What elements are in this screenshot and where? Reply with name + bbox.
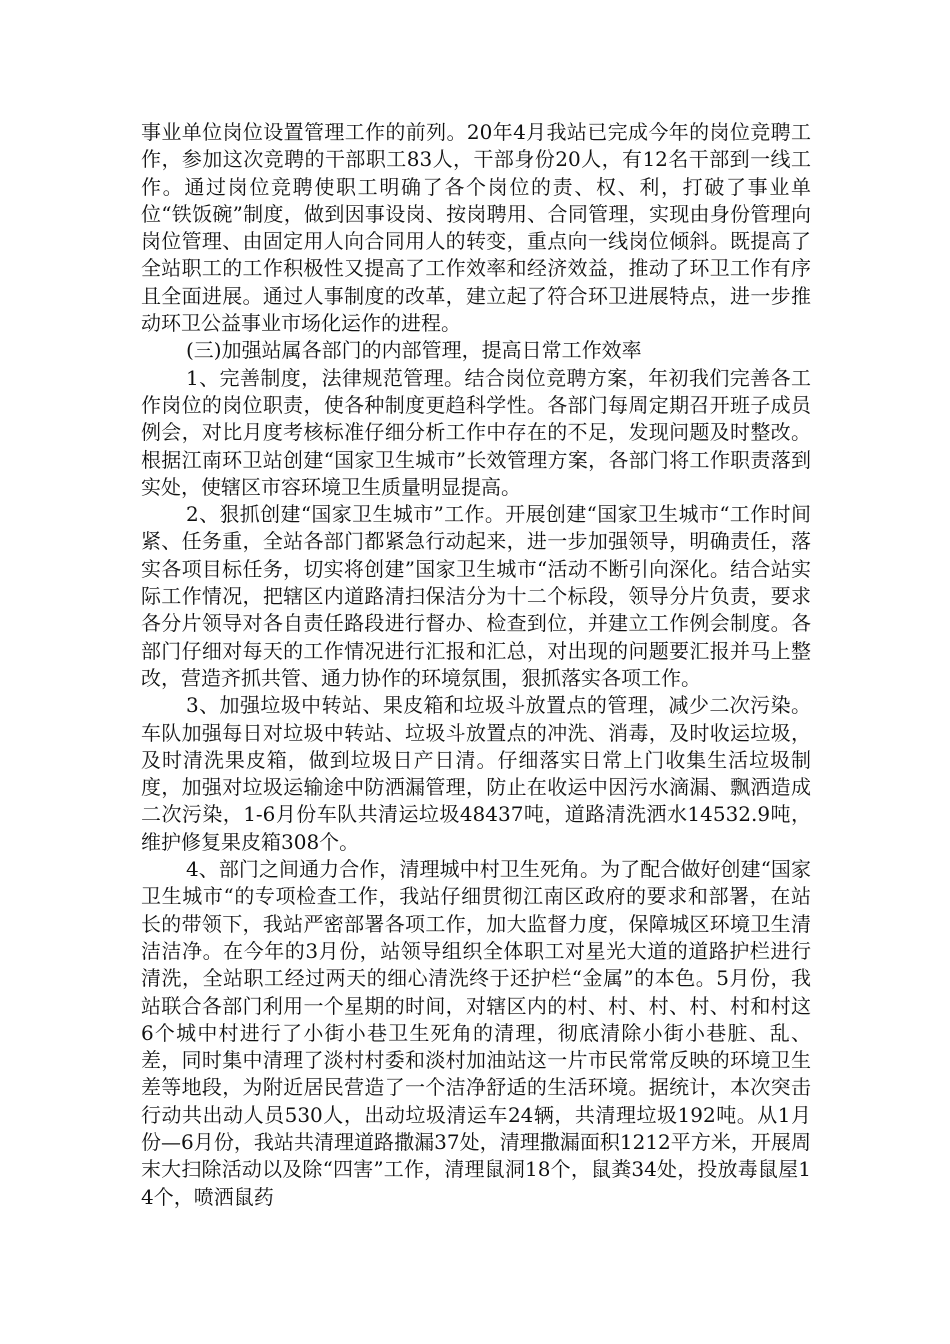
paragraph-item-4: 4、部门之间通力合作，清理城中村卫生死角。为了配合做好创建“国家卫生城市“的专项检查工作，我站仔细贯彻江南区政府的要求和部署，在站长的带领下，我站严密部署各项工作，加大监督力度，保障城区环境卫生清洁洁净。在今年的3月份，站领导组织全体职工对星光大道的道路护栏进行清洗，全站职工经过两天的细心清洗终于还护栏“金属”的本色。5月份，我站联合各部门利用一个星期的时间，对辖区内的村、村、村、村、村和村这6个城中村进行了小街小巷卫生死角的清理，彻底清除小街小巷脏、乱、差，同时集中清理了淡村村委和淡村加油站这一片市民常常反映的环境卫生差等地段，为附近居民营造了一个洁净舒适的生活环境。据统计，本次突击行动共出动人员530人，出动垃圾清运车24辆，共清理垃圾192吨。从1月份—6月份，我站共清理道路撒漏37处，清理撒漏面积1212平方米，开展周末大扫除活动以及除“四害”工作，清理鼠洞18个，鼠粪34处，投放毒鼠屋14个，喷洒鼠药 — [141, 857, 811, 1209]
paragraph-item-3: 3、加强垃圾中转站、果皮箱和垃圾斗放置点的管理，减少二次污染。车队加强每日对垃圾中转站、垃圾斗放置点的冲洗、消毒，及时收运垃圾，及时清洗果皮箱，做到垃圾日产日清。仔细落实日常上门收集生活垃圾制度，加强对垃圾运输途中防洒漏管理，防止在收运中因污水滴漏、飘洒造成二次污染，1-6月份车队共清运垃圾48437吨，道路清洗洒水14532.9吨，维护修复果皮箱308个。 — [141, 693, 811, 854]
paragraph-item-2: 2、狠抓创建“国家卫生城市”工作。开展创建“国家卫生城市“工作时间紧、任务重，全站各部门都紧急行动起来，进一步加强领导，明确责任，落实各项目标任务，切实将创建”国家卫生城市“活动不断引向深化。结合站实际工作情况，把辖区内道路清扫保洁分为十二个标段，领导分片负责，要求各分片领导对各自责任路段进行督办、检查到位，并建立工作例会制度。各部门仔细对每天的工作情况进行汇报和汇总，对出现的问题要汇报并马上整改，营造齐抓共管、通力协作的环境氛围，狠抓落实各项工作。 — [141, 502, 811, 690]
paragraph-item-1: 1、完善制度，法律规范管理。结合岗位竞聘方案，年初我们完善各工作岗位的岗位职责，使各种制度更趋科学性。各部门每周定期召开班子成员例会，对比月度考核标准仔细分析工作中存在的不足，发现问题及时整改。根据江南环卫站创建“国家卫生城市”长效管理方案，各部门将工作职责落到实处，使辖区市容环境卫生质量明显提高。 — [141, 365, 811, 499]
document-page — [141, 119, 811, 1211]
section-heading-3: (三)加强站属各部门的内部管理，提高日常工作效率 — [186, 338, 642, 363]
paragraph-continuation: 事业单位岗位设置管理工作的前列。20年4月我站已完成今年的岗位竞聘工作，参加这次竞聘的干部职工83人，干部身份20人，有12名干部到一线工作。通过岗位竞聘使职工明确了各个岗位的责、权、利，打破了事业单位“铁饭碗”制度，做到因事设岗、按岗聘用、合同管理，实现由身份管理向岗位管理、由固定用人向合同用人的转变，重点向一线岗位倾斜。既提高了全站职工的工作积极性又提高了工作效率和经济效益，推动了环卫工作有序且全面进展。通过人事制度的改革，建立起了符合环卫进展特点，进一步推动环卫公益事业市场化运作的进程。 — [141, 120, 811, 336]
